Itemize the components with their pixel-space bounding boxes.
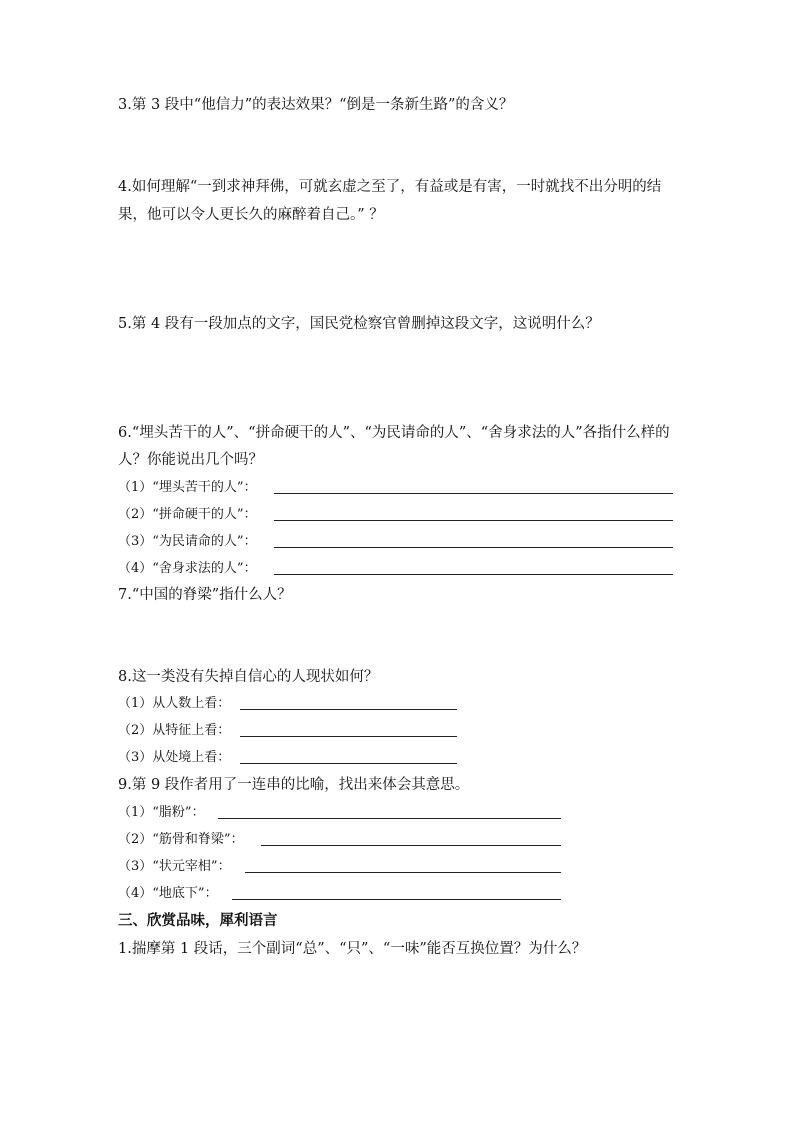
answer-blank[interactable] (274, 574, 673, 575)
question-6-item-4-label: （4）“舍身求法的人”： (118, 561, 257, 576)
question-6-item-3-label: （3）“为民请命的人”： (118, 534, 257, 549)
question-9: 9.第 9 段作者用了一连串的比喻，找出来体会其意思。 (118, 777, 470, 793)
question-8-item-1-label: （1）从人数上看： (118, 696, 231, 711)
question-8-item-1 (118, 694, 230, 714)
answer-blank[interactable] (274, 493, 673, 494)
answer-blank[interactable] (240, 763, 457, 764)
question-6-item-3 (118, 532, 257, 552)
section-3-question-1: 1.揣摩第 1 段话，三个副词“总”、“只”、“一味”能否互换位置？为什么？ (118, 941, 587, 957)
answer-blank[interactable] (245, 872, 561, 873)
question-6-item-2 (118, 505, 257, 525)
question-6-line-1: 6.“埋头苦干的人”、“拼命硬干的人”、“为民请命的人”、“舍身求法的人”各指什么样的 (118, 425, 670, 441)
question-8-item-3-label: （3）从处境上看： (118, 750, 231, 765)
question-4-line-2: 果，他可以令人更长久的麻醉着自己。” ？ (118, 207, 384, 223)
question-3: 3.第 3 段中“他信力”的表达效果？“倒是一条新生路”的含义？ (118, 97, 514, 113)
question-9-item-3-label: （3）“状元宰相”： (118, 859, 231, 874)
answer-blank[interactable] (240, 709, 457, 710)
question-7: 7.“中国的脊梁”指什么人？ (118, 587, 292, 603)
question-9-item-4 (118, 884, 218, 904)
answer-blank[interactable] (274, 547, 673, 548)
question-9-item-3 (118, 857, 231, 877)
question-6-item-1 (118, 478, 257, 498)
question-8-item-2-label: （2）从特征上看： (118, 723, 231, 738)
question-9-item-1-label: （1）“脂粉”： (118, 805, 205, 820)
question-9-item-2 (118, 830, 244, 850)
question-6-item-1-label: （1）“埋头苦干的人”： (118, 480, 257, 495)
answer-blank[interactable] (232, 899, 561, 900)
question-5: 5.第 4 段有一段加点的文字，国民党检察官曾删掉这段文字，这说明什么？ (118, 316, 600, 332)
answer-blank[interactable] (274, 520, 673, 521)
answer-blank[interactable] (218, 818, 561, 819)
question-9-item-4-label: （4）“地底下”： (118, 886, 218, 901)
answer-blank[interactable] (240, 736, 457, 737)
question-4-line-1: 4.如何理解“一到求神拜佛，可就玄虚之至了，有益或是有害，一时就找不出分明的结 (118, 179, 662, 195)
question-8-item-2 (118, 721, 230, 741)
question-9-item-1 (118, 803, 205, 823)
question-8-item-3 (118, 748, 230, 768)
question-8: 8.这一类没有失掉自信心的人现状如何？ (118, 669, 379, 685)
question-6-item-2-label: （2）“拼命硬干的人”： (118, 507, 257, 522)
question-6-item-4 (118, 559, 257, 579)
question-6-line-2: 人？你能说出几个吗？ (118, 452, 263, 468)
section-3-heading: 三、欣赏品味，犀利语言 (118, 912, 278, 929)
question-9-item-2-label: （2）“筋骨和脊梁”： (118, 832, 244, 847)
answer-blank[interactable] (261, 845, 561, 846)
